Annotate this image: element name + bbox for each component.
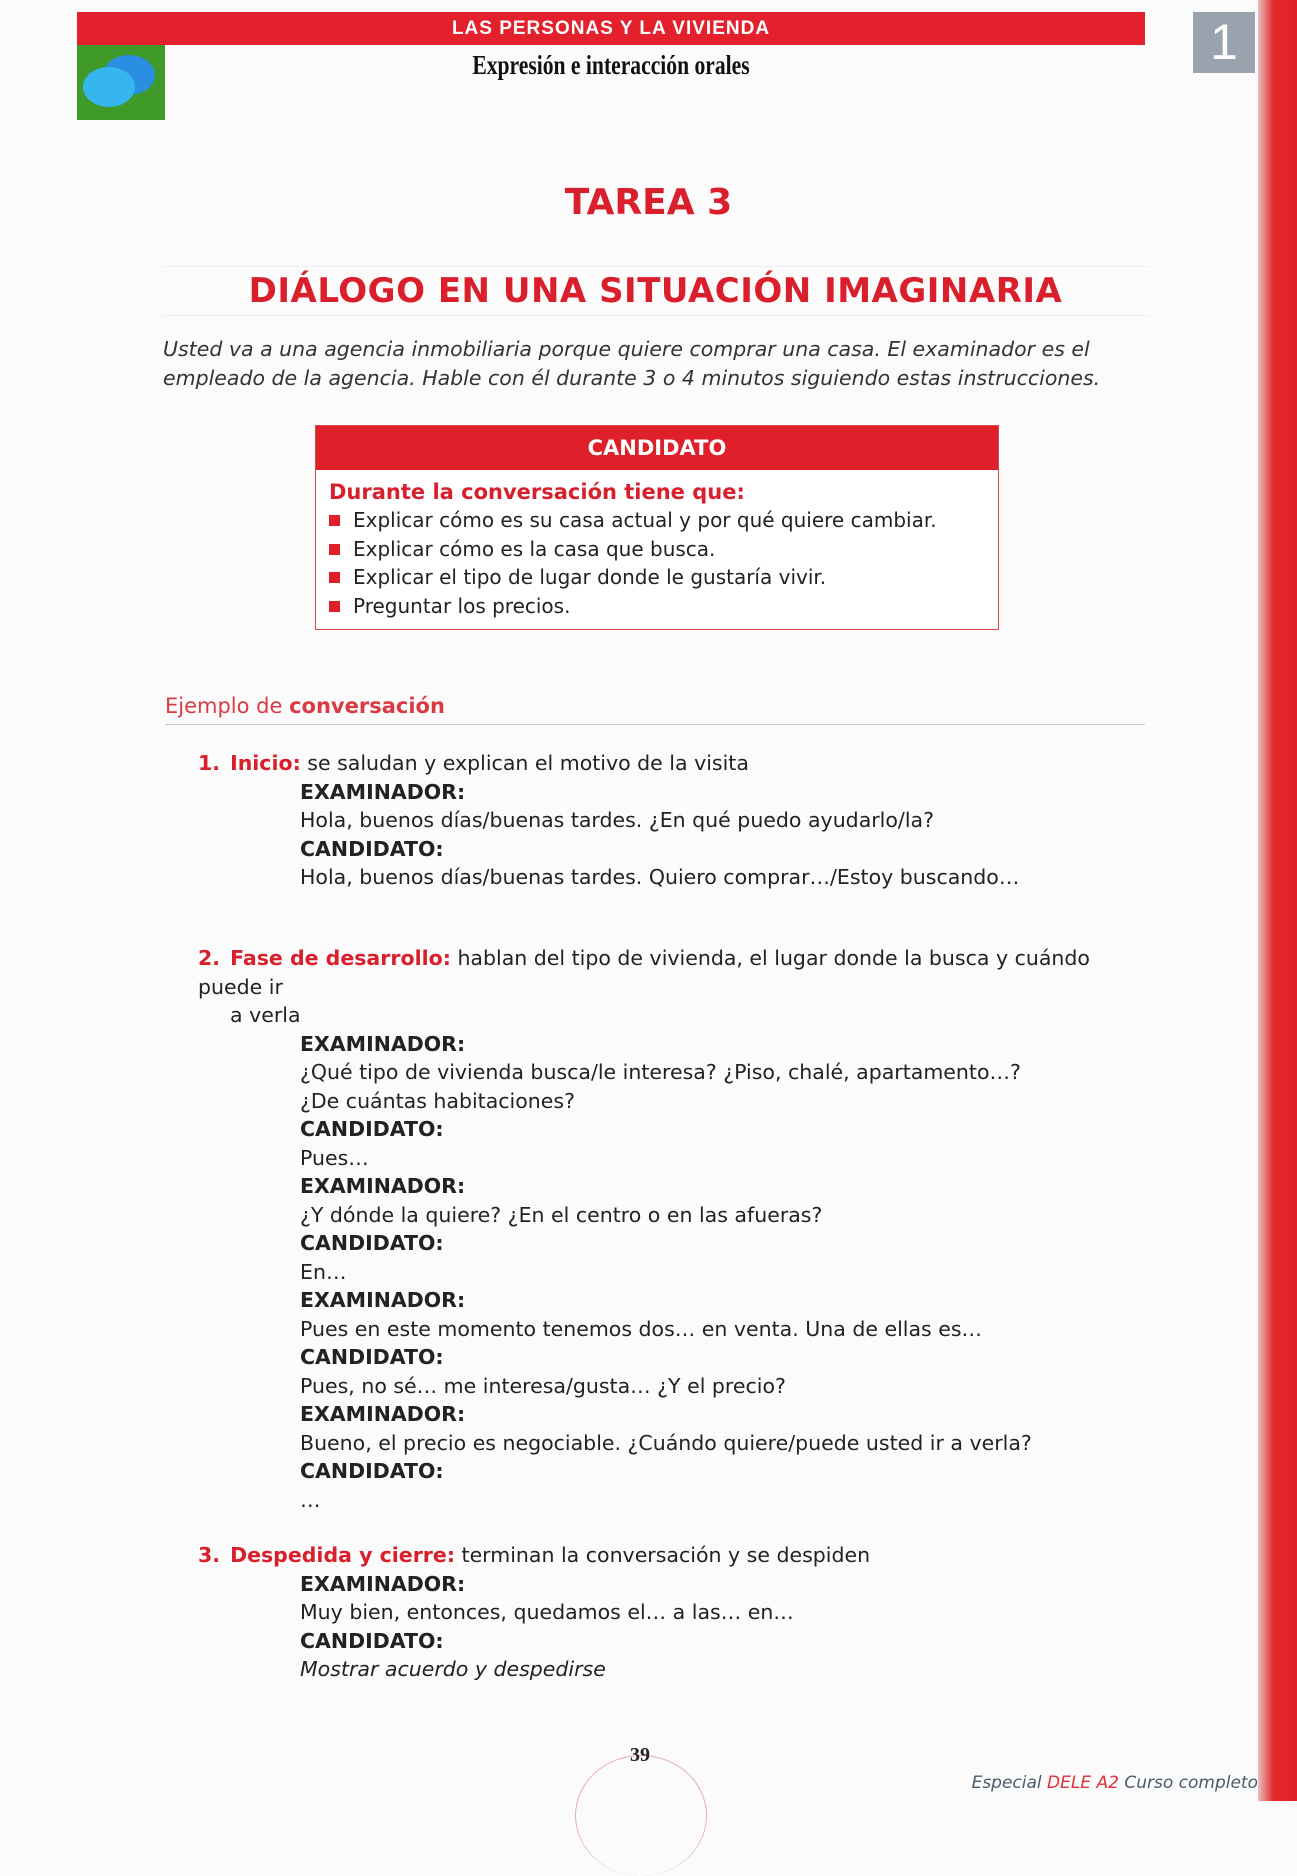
utterance: Pues… bbox=[300, 1145, 369, 1170]
task-title: DIÁLOGO EN UNA SITUACIÓN IMAGINARIA bbox=[163, 266, 1148, 316]
section-number: 3. bbox=[198, 1543, 221, 1567]
section-label: Fase de desarrollo: bbox=[230, 946, 451, 970]
speaker: EXAMINADOR: bbox=[300, 1174, 466, 1198]
section-subtitle: Expresión e interacción orales bbox=[472, 50, 750, 80]
task-number: TAREA 3 bbox=[564, 182, 733, 223]
candidate-box-lead: Durante la conversación tiene que: bbox=[329, 480, 745, 504]
footer-pre: Especial bbox=[971, 1773, 1048, 1793]
utterance: En… bbox=[300, 1259, 347, 1284]
utterance: ¿Qué tipo de vivienda busca/le interesa? ¿Piso, chalé, apartamento…? bbox=[300, 1060, 1021, 1084]
page-number: 39 bbox=[630, 1744, 650, 1766]
section-number: 1. bbox=[198, 751, 221, 775]
section-label: Despedida y cierre: bbox=[230, 1543, 456, 1567]
candidate-box-header: CANDIDATO bbox=[316, 426, 998, 470]
footer-brand-name: DELE A2 bbox=[1047, 1773, 1119, 1793]
section-desc: se saludan y explican el motivo de la visita bbox=[300, 751, 749, 775]
speaker: EXAMINADOR: bbox=[300, 1031, 466, 1056]
instruction-list bbox=[329, 506, 998, 620]
section-heading bbox=[198, 749, 1158, 778]
utterance: Pues en este momento tenemos dos… en venta. Una de ellas es… bbox=[300, 1316, 983, 1341]
candidate-box bbox=[315, 425, 999, 630]
section-label: Inicio: bbox=[230, 751, 301, 775]
speaker: CANDIDATO: bbox=[300, 836, 444, 861]
section-number: 2. bbox=[198, 946, 221, 970]
task-intro: Usted va a una agencia inmobiliaria porque quiere comprar una casa. El examinador es el empleado de la agencia. Hable con él durante 3 o 4 minutos siguiendo estas instrucciones. bbox=[163, 337, 1101, 390]
example-heading-a: Ejemplo de bbox=[165, 694, 290, 718]
speaker: CANDIDATO: bbox=[300, 1459, 444, 1483]
conversation-section bbox=[198, 749, 1158, 892]
conversation-section bbox=[198, 1541, 1158, 1684]
speaker: EXAMINADOR: bbox=[300, 1571, 466, 1596]
speaker: CANDIDATO: bbox=[300, 1628, 444, 1653]
speaker: CANDIDATO: bbox=[300, 1117, 444, 1141]
unit-number: 1 bbox=[1193, 12, 1255, 73]
utterance: Pues, no sé… me interesa/gusta… ¿Y el precio? bbox=[300, 1373, 786, 1398]
speaker: CANDIDATO: bbox=[300, 1231, 444, 1255]
utterance: Hola, buenos días/buenas tardes. ¿En qué puedo ayudarlo/la? bbox=[300, 808, 934, 832]
example-heading bbox=[165, 694, 1145, 725]
chapter-band: LAS PERSONAS Y LA VIVIENDA bbox=[77, 12, 1145, 45]
footer-post: Curso completo bbox=[1118, 1773, 1258, 1793]
utterance: Mostrar acuerdo y despedirse bbox=[300, 1657, 606, 1681]
conversation-section bbox=[198, 944, 1158, 1514]
section-desc: terminan la conversación y se despiden bbox=[455, 1543, 871, 1567]
utterance: Hola, buenos días/buenas tardes. Quiero comprar…/Estoy buscando… bbox=[300, 865, 1020, 889]
section-heading bbox=[198, 1541, 1158, 1570]
utterance: ¿Y dónde la quiere? ¿En el centro o en las afueras? bbox=[300, 1202, 823, 1227]
utterance: ¿De cuántas habitaciones? bbox=[300, 1088, 575, 1113]
list-item: Preguntar los precios. bbox=[329, 592, 998, 621]
example-heading-b: conversación bbox=[289, 694, 445, 718]
page-number-arc bbox=[575, 1755, 707, 1876]
list-item: Explicar el tipo de lugar donde le gustaría vivir. bbox=[329, 563, 998, 592]
list-item: Explicar cómo es su casa actual y por qué quiere cambiar. bbox=[329, 506, 998, 535]
section-heading bbox=[198, 944, 1158, 1001]
page-edge-strip bbox=[1258, 0, 1297, 1801]
speech-bubbles-icon bbox=[77, 45, 165, 120]
footer-brand bbox=[900, 1773, 1258, 1793]
utterance: Muy bien, entonces, quedamos el… a las… en… bbox=[300, 1600, 794, 1624]
speaker: EXAMINADOR: bbox=[300, 779, 466, 804]
speaker: EXAMINADOR: bbox=[300, 1288, 466, 1312]
speaker: EXAMINADOR: bbox=[300, 1402, 466, 1426]
section-desc-cont: a verla bbox=[230, 1003, 301, 1027]
speaker: CANDIDATO: bbox=[300, 1345, 444, 1369]
list-item: Explicar cómo es la casa que busca. bbox=[329, 535, 998, 564]
utterance: … bbox=[300, 1487, 321, 1512]
utterance: Bueno, el precio es negociable. ¿Cuándo quiere/puede usted ir a verla? bbox=[300, 1430, 1032, 1455]
section-desc: hablan del tipo de vivienda, el lugar donde la busca y cuándo puede ir bbox=[198, 946, 1090, 999]
